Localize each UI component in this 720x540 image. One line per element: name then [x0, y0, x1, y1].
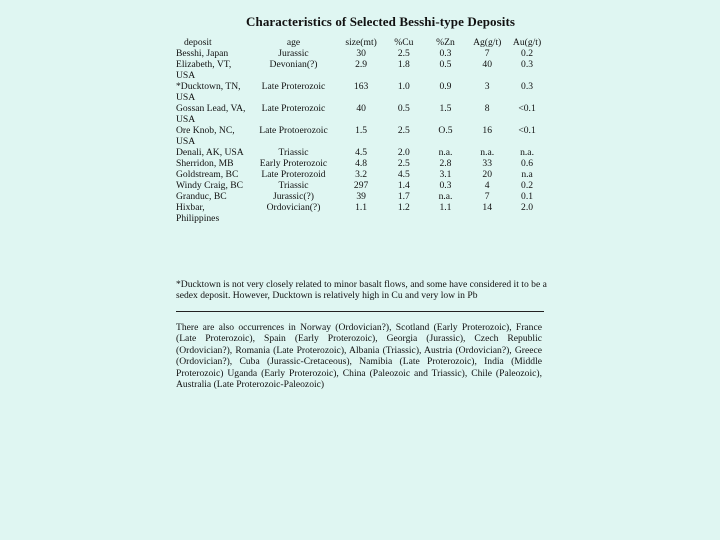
occurrences-paragraph: There are also occurrences in Norway (Ordovician?), Scotland (Early Proterozoic), France (Late Proterozoic), Spain (Early Proterozoic), Georgia (Jurassic), Czech Republic (Ordovician?), Romania (Late Proterozoic), Albania (Triassic), Austria (Ordovician?), Greece (Ordovician?), Cuba (Jurassic-Cretaceous), Namibia (Late Proterozoic), India (Middle Proterozoic) Uganda (Early Proterozoic), China (Paleozoic and Triassic), Chile (Paleozoic), Australia (Late Proterozoic-Paleozoic) [176, 322, 542, 391]
cell-ag: 33 [482, 158, 492, 169]
table-row [176, 180, 546, 191]
cell-cu: 1.4 [397, 180, 410, 191]
cell-age: Jurassic [278, 48, 309, 59]
cell-au: 0.3 [521, 81, 534, 92]
header-age: age [286, 36, 301, 48]
table-row [176, 169, 546, 180]
cell-au: 0.3 [521, 59, 534, 70]
cell-au: 0.1 [521, 191, 534, 202]
cell-size: 163 [353, 81, 369, 92]
table-row [176, 59, 546, 81]
cell-au: 0.2 [521, 48, 534, 59]
cell-zn: 0.3 [439, 48, 452, 59]
page-title: Characteristics of Selected Besshi-type Deposits [246, 14, 516, 29]
cell-age: Late Proterozoid [261, 169, 326, 180]
cell-au: 0.2 [521, 180, 534, 191]
cell-deposit: Elizabeth, VT, USA [176, 59, 232, 81]
cell-cu: 2.0 [397, 147, 410, 158]
cell-deposit: Besshi, Japan [176, 48, 229, 59]
cell-au: n.a. [520, 147, 534, 158]
cell-deposit: Goldstream, BC [176, 169, 239, 180]
cell-deposit: Hixbar, Philippines [176, 202, 220, 224]
cell-zn: 1.1 [439, 202, 452, 213]
cell-age: Early Proterozoic [259, 158, 328, 169]
header-cu: %Cu [394, 36, 414, 48]
cell-cu: 1.0 [397, 81, 410, 92]
table-header-row [176, 36, 546, 48]
cell-cu: 1.7 [397, 191, 410, 202]
cell-deposit: Gossan Lead, VA, USA [176, 103, 246, 125]
header-deposit: deposit [184, 36, 212, 48]
cell-size: 39 [356, 191, 366, 202]
cell-deposit: Sherridon, MB [176, 158, 234, 169]
document-page [168, 8, 558, 398]
cell-cu: 4.5 [397, 169, 410, 180]
table-row [176, 103, 546, 125]
table-row [176, 125, 546, 147]
cell-au: <0.1 [518, 103, 536, 114]
cell-zn: 0.9 [439, 81, 452, 92]
cell-size: 2.9 [355, 59, 368, 70]
cell-ag: 16 [482, 125, 492, 136]
cell-au: 2.0 [521, 202, 534, 213]
cell-au: n.a [521, 169, 533, 180]
header-size: size(mt) [345, 36, 377, 48]
cell-size: 297 [353, 180, 369, 191]
cell-ag: 40 [482, 59, 492, 70]
cell-ag: 7 [484, 48, 490, 59]
cell-zn: 1.5 [439, 103, 452, 114]
cell-zn: 2.8 [439, 158, 452, 169]
cell-deposit: *Ducktown, TN, USA [176, 81, 241, 103]
table-row [176, 48, 546, 59]
cell-deposit: Granduc, BC [176, 191, 227, 202]
cell-cu: 1.2 [397, 202, 410, 213]
cell-age: Devonian(?) [269, 59, 318, 70]
cell-zn: 0.5 [439, 59, 452, 70]
cell-size: 1.5 [355, 125, 368, 136]
cell-age: Triassic [278, 180, 309, 191]
cell-zn: n.a. [438, 147, 453, 158]
cell-ag: 7 [484, 191, 490, 202]
cell-size: 3.2 [355, 169, 368, 180]
cell-zn: 3.1 [439, 169, 452, 180]
cell-size: 4.5 [355, 147, 368, 158]
table-row [176, 158, 546, 169]
cell-cu: 2.5 [397, 48, 410, 59]
cell-cu: 1.8 [397, 59, 410, 70]
cell-age: Late Proterozoic [261, 81, 326, 92]
cell-cu: 2.5 [397, 125, 410, 136]
cell-ag: n.a. [480, 147, 495, 158]
table-row [176, 202, 546, 224]
ducktown-footnote: *Ducktown is not very closely related to minor basalt flows, and some have considered it to be a sedex deposit. However, Ducktown is relatively high in Cu and very low in Pb [176, 279, 547, 301]
cell-age: Late Protoerozoic [259, 125, 328, 136]
cell-size: 40 [356, 103, 366, 114]
deposits-table [176, 36, 546, 224]
table-row [176, 81, 546, 103]
cell-ag: 20 [482, 169, 492, 180]
cell-size: 1.1 [355, 202, 368, 213]
cell-au: <0.1 [518, 125, 536, 136]
header-au: Au(g/t) [512, 36, 542, 48]
cell-size: 30 [356, 48, 366, 59]
cell-deposit: Denali, AK, USA [176, 147, 244, 158]
cell-age: Late Proterozoic [261, 103, 326, 114]
cell-deposit: Ore Knob, NC, USA [176, 125, 235, 147]
divider-line [176, 311, 544, 312]
cell-size: 4.8 [355, 158, 368, 169]
cell-age: Triassic [278, 147, 309, 158]
table-row [176, 147, 546, 158]
header-ag: Ag(g/t) [473, 36, 502, 48]
cell-ag: 8 [484, 103, 490, 114]
cell-ag: 4 [484, 180, 490, 191]
cell-au: 0.6 [521, 158, 534, 169]
cell-cu: 2.5 [397, 158, 410, 169]
cell-deposit: Windy Craig, BC [176, 180, 244, 191]
cell-age: Jurassic(?) [272, 191, 314, 202]
cell-zn: O.5 [438, 125, 453, 136]
cell-cu: 0.5 [397, 103, 410, 114]
cell-ag: 14 [482, 202, 492, 213]
table-row [176, 191, 546, 202]
cell-ag: 3 [484, 81, 490, 92]
cell-zn: 0.3 [439, 180, 452, 191]
cell-age: Ordovician(?) [266, 202, 321, 213]
cell-zn: n.a. [438, 191, 453, 202]
header-zn: %Zn [436, 36, 455, 48]
